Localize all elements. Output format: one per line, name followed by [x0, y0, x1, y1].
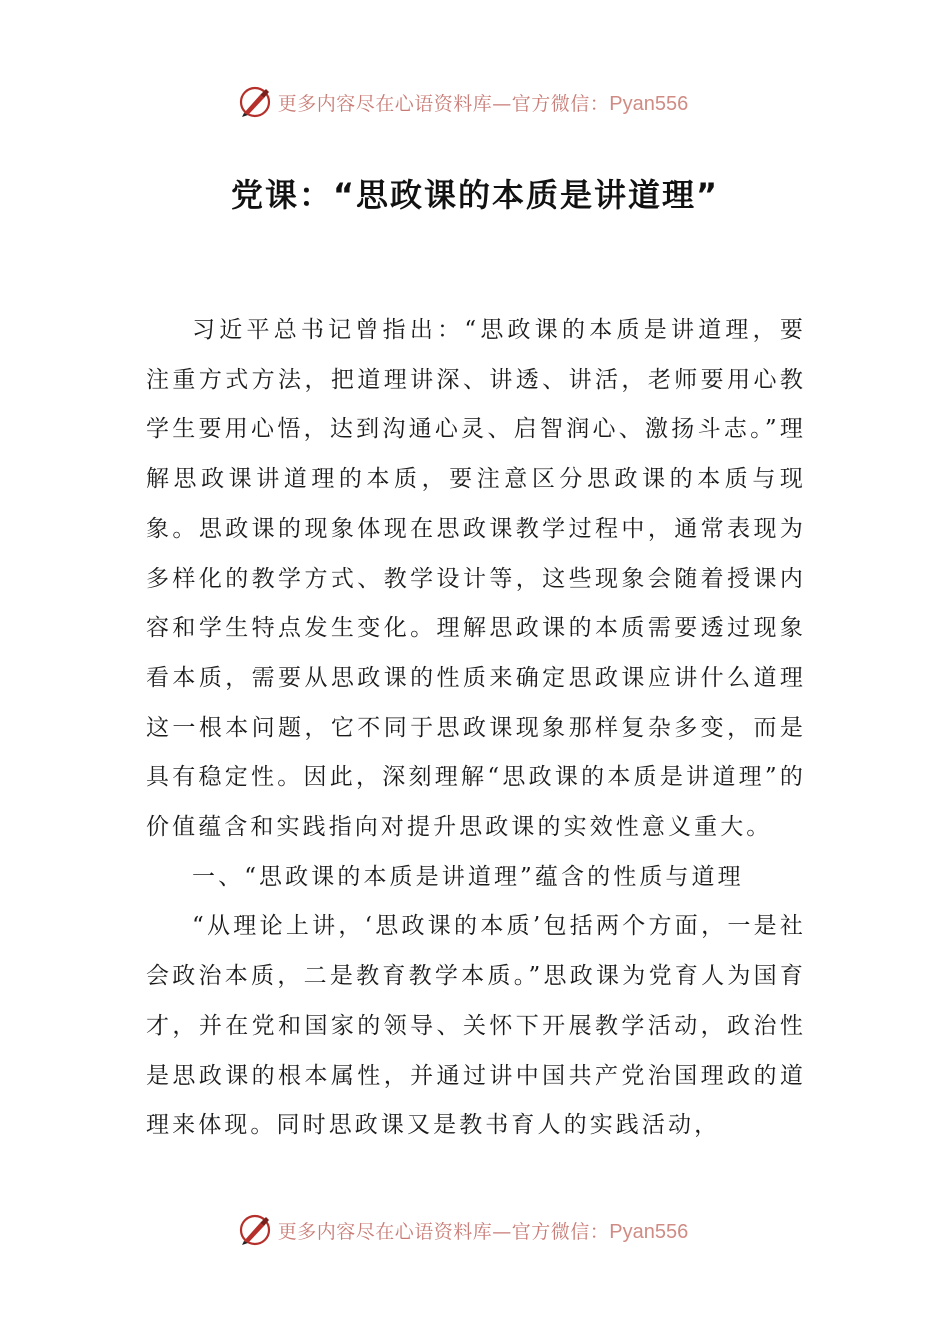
footer-wechat-id: Pyan556 — [609, 1220, 689, 1243]
header-banner-content — [238, 85, 689, 119]
header-banner-library: 更多内容尽在心语资料库 — [277, 92, 493, 115]
footer-banner-dash: — — [492, 1220, 512, 1243]
footer-banner-library: 更多内容尽在心语资料库 — [277, 1220, 493, 1243]
footer-banner-official-label: 官方微信： — [511, 1220, 610, 1243]
footer-banner-content — [238, 1213, 689, 1247]
section-heading-1: 一、“思政课的本质是讲道理”蕴含的性质与道理 — [192, 863, 744, 890]
header-wechat-id: Pyan556 — [609, 92, 689, 115]
footer-banner — [0, 1208, 950, 1252]
paragraph-section-1: “从理论上讲，‘思政课的本质’包括两个方面，一是社会政治本质，二是教育教学本质。”思政课为党育人为国育才，并在党和国家的领导、关怀下开展教学活动，政治性是思政课的根本属性，并通过讲中国共产党治国理政的道理来体现。同时思政课又是教书育人的实践活动， — [146, 913, 806, 1139]
header-banner-official-label: 官方微信： — [511, 92, 610, 115]
document-title: 党课：“思政课的本质是讲道理” — [230, 176, 720, 214]
paragraph-intro: 习近平总书记曾指出：“思政课的本质是讲道理，要注重方式方法，把道理讲深、讲透、讲活，老师要用心教学生要用心悟，达到沟通心灵、启智润心、激扬斗志。”理解思政课讲道理的本质，要注意区分思政课的本质与现象。思政课的现象体现在思政课教学过程中，通常表现为多样化的教学方式、教学设计等，这些现象会随着授课内容和学生特点发生变化。理解思政课的本质需要透过现象看本质，需要从思政课的性质来确定思政课应讲什么道理这一根本问题，它不同于思政课现象那样复杂多变，而是具有稳定性。因此，深刻理解“思政课的本质是讲道理”的价值蕴含和实践指向对提升思政课的实效性意义重大。 — [146, 317, 806, 841]
pen-circle-icon — [238, 1213, 272, 1247]
header-banner-dash: — — [492, 92, 512, 115]
document-body — [146, 306, 806, 1151]
footer-banner-text — [278, 1217, 689, 1244]
header-banner-text — [278, 89, 689, 116]
pen-circle-icon — [238, 85, 272, 119]
header-banner — [0, 80, 950, 124]
